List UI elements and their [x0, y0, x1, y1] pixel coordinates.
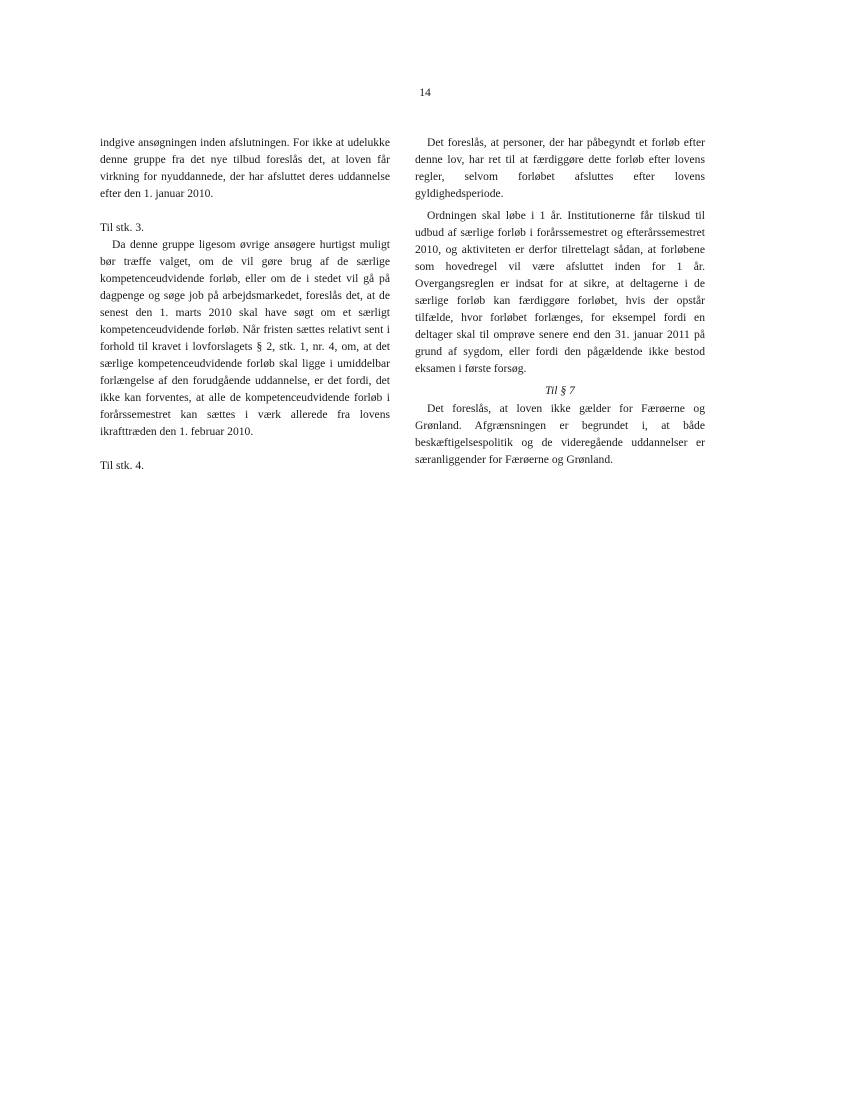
paragraph-transition-rule: Det foreslås, at personer, der har påbegyndt et forløb efter denne lov, har ret til at færdiggøre dette forløb efter lovens regler, selvom forløbet afsluttes efter lovens gyldighedsperiode.	[415, 136, 705, 200]
page-number: 14	[419, 86, 431, 99]
heading-til-paragraf-7: Til § 7	[545, 384, 575, 397]
heading-til-stk-3: Til stk. 3.	[100, 221, 145, 234]
paragraph-ordning: Ordningen skal løbe i 1 år. Institutionerne får tilskud til udbud af særlige forløb i forårssemestret og efterårssemestret 2010, og aktiviteten er derfor tilrettelagt sådan, at forløbene som hovedregel vil være afsluttet inden for 1 år. Overgangsreglen er indsat for at sikre, at deltagerne i de særlige forløb kan færdiggøre forløbet, hvis der opstår tilfælde, hvor forløbet forlænges, for eksempel fordi en deltager skal til omprøve senere end den 31. januar 2011 på grund af sygdom, eller fordi den pågældende ikke bestod eksamen i første forsøg.	[415, 209, 705, 375]
paragraph-stk-3: Da denne gruppe ligesom øvrige ansøgere hurtigst muligt bør træffe valget, om de vil gøre brug af de særlige kompetenceudvidende forløb, eller om de i stedet vil gå på dagpenge og søge job på arbejdsmarkedet, foreslås det, at de senest den 1. marts 2010 skal have søgt om et særligt kompetenceudvidende forløb. Når fristen sættes relativt sent i forhold til kravet i lovforslagets § 2, stk. 1, nr. 4, om, at det særlige kompetenceudvidende forløb skal ligge i umiddelbar forlængelse af den forudgående uddannelse, er det fordi, det ikke kan forventes, at alle de kompetenceudvidende forløb i forårssemestret kan sættes i værk allerede fra lovens ikrafttræden den 1. februar 2010.	[100, 238, 390, 438]
heading-til-stk-4: Til stk. 4.	[100, 459, 145, 472]
paragraph-intro: indgive ansøgningen inden afslutningen. For ikke at udelukke denne gruppe fra det nye tilbud foreslås det, at loven får virkning for nyuddannede, der har afsluttet deres uddannelse efter den 1. januar 2010.	[100, 136, 390, 200]
paragraph-faeroerne-groenland: Det foreslås, at loven ikke gælder for Færøerne og Grønland. Afgrænsningen er begrundet i, at både beskæftigelsespolitik og de videregående uddannelser er særanliggender for Færøerne og Grønland.	[415, 402, 705, 466]
right-column	[415, 134, 705, 468]
left-column	[100, 134, 390, 474]
